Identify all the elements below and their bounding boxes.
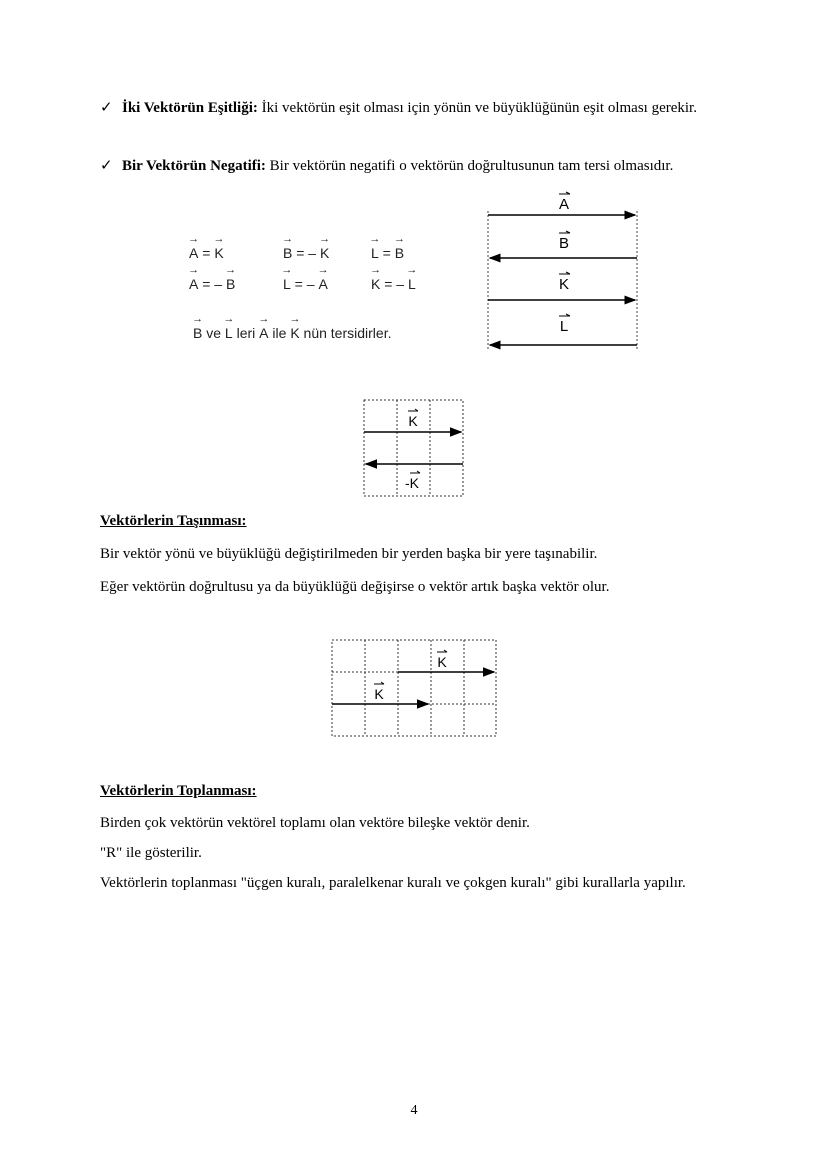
addition-paragraph-2: "R" ile gösterilir. xyxy=(100,845,202,861)
move-paragraph-2: Eğer vektörün doğrultusu ya da büyüklüğü değişirse o vektör artık başka vektör olur. xyxy=(100,579,610,595)
label-k-lower: K xyxy=(374,686,384,702)
label-neg-k: -K xyxy=(405,475,419,491)
addition-paragraph-3: Vektörlerin toplanması "üçgen kuralı, paralelkenar kuralı ve çokgen kuralı" gibi kurallarla yapılır. xyxy=(100,875,686,891)
label-k: K xyxy=(558,276,570,293)
grid-lines xyxy=(332,640,496,736)
checkmark-icon: ✓ xyxy=(100,158,113,174)
equality-title: İki Vektörün Eşitliği: xyxy=(122,100,258,116)
negative-text: Bir vektörün negatifi o vektörün doğrultusunun tam tersi olmasıdır. xyxy=(265,158,674,174)
label-k-upper: K xyxy=(437,654,447,670)
equation-note: → B ve → L leri → A ile → K nün tersidirler. xyxy=(193,325,391,341)
move-heading: Vektörlerin Taşınması: xyxy=(100,513,247,529)
equation-a-eq-neg-b: → A = – → B xyxy=(189,276,235,292)
page-number: 4 xyxy=(410,1103,418,1118)
equation-l-eq-b: → L = → B xyxy=(371,245,404,261)
vectors-figure xyxy=(480,185,650,355)
move-paragraph-1: Bir vektör yönü ve büyüklüğü değiştirilmeden bir yerden başka bir yere taşınabilir. xyxy=(100,546,598,562)
checkmark-icon: ✓ xyxy=(100,100,113,116)
addition-heading: Vektörlerin Toplanması: xyxy=(100,783,257,799)
equation-k-eq-neg-l: → K = – → L xyxy=(371,276,416,292)
equality-text: İki vektörün eşit olması için yönün ve büyüklüğünün eşit olması gerekir. xyxy=(257,100,697,116)
label-k: K xyxy=(408,413,418,429)
equation-l-eq-neg-a: → L = – → A xyxy=(283,276,328,292)
negative-vector-figure xyxy=(360,396,468,500)
negative-title: Bir Vektörün Negatifi: xyxy=(122,158,266,174)
equality-item xyxy=(100,99,730,118)
translation-figure xyxy=(328,636,502,740)
equation-a-eq-k: → A = → K xyxy=(189,245,224,261)
label-a: A xyxy=(558,196,570,213)
addition-paragraph-1: Birden çok vektörün vektörel toplamı olan vektöre bileşke vektör denir. xyxy=(100,815,530,831)
equation-b-eq-neg-k: → B = – → K xyxy=(283,245,329,261)
negative-item xyxy=(100,157,730,176)
label-l: L xyxy=(559,318,569,335)
label-b: B xyxy=(558,235,570,252)
